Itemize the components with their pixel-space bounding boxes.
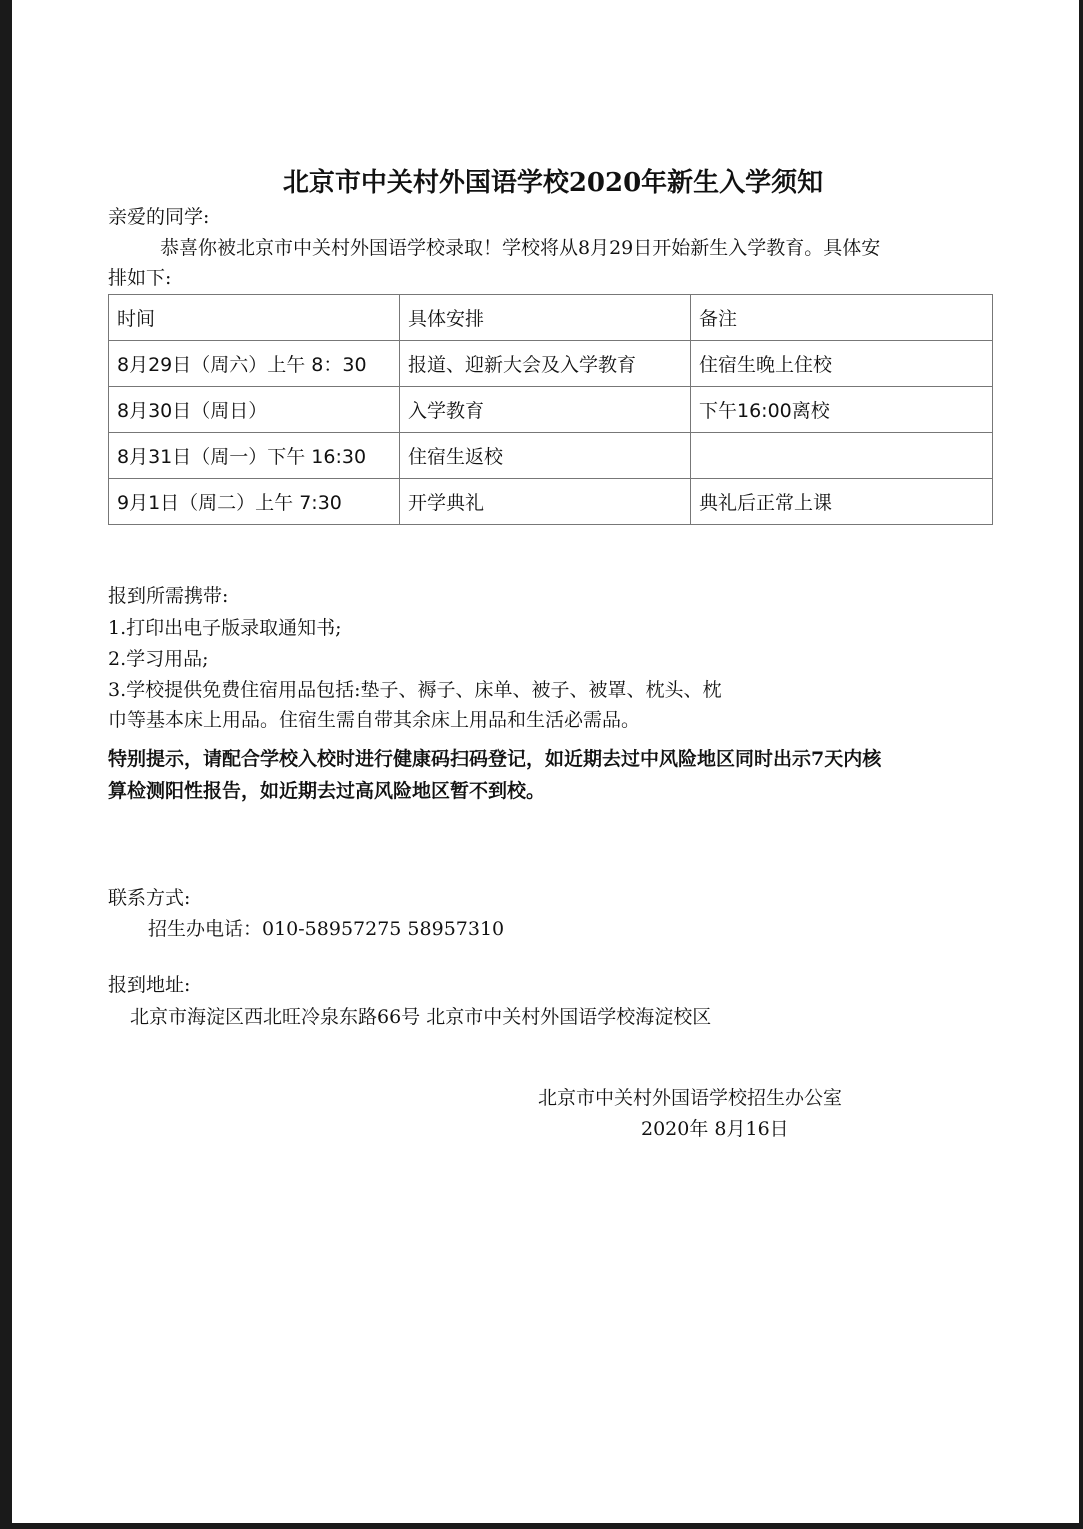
table-row bbox=[109, 387, 993, 433]
table-row bbox=[109, 479, 993, 525]
table-cell: 入学教育 bbox=[400, 387, 691, 433]
signature-date: 2020年 8月16日 bbox=[641, 1118, 789, 1140]
table-cell: 8月31日（周一）下午 16:30 bbox=[109, 433, 400, 479]
header-cell-time: 时间 bbox=[109, 295, 400, 341]
page-edge-left bbox=[0, 0, 12, 1529]
page-edge-bottom bbox=[0, 1523, 1083, 1529]
table-cell: 8月30日（周日） bbox=[109, 387, 400, 433]
table-row bbox=[109, 433, 993, 479]
table-cell: 下午16:00离校 bbox=[691, 387, 993, 433]
document-title: 北京市中关村外国语学校2020年新生入学须知 bbox=[282, 168, 824, 198]
table-cell bbox=[691, 433, 993, 479]
greeting: 亲爱的同学: bbox=[108, 206, 210, 228]
items-heading: 报到所需携带: bbox=[108, 585, 229, 607]
list-item: 巾等基本床上用品。住宿生需自带其余床上用品和生活必需品。 bbox=[108, 709, 641, 731]
table-cell: 典礼后正常上课 bbox=[691, 479, 993, 525]
signature-org: 北京市中关村外国语学校招生办公室 bbox=[538, 1087, 843, 1109]
table-header-row bbox=[109, 295, 993, 341]
notice-line-2: 算检测阳性报告，如近期去过高风险地区暂不到校。 bbox=[108, 780, 546, 802]
table-row bbox=[109, 341, 993, 387]
address: 北京市海淀区西北旺冷泉东路66号 北京市中关村外国语学校海淀校区 bbox=[130, 1006, 712, 1028]
table-cell: 住宿生晚上住校 bbox=[691, 341, 993, 387]
table-cell: 9月1日（周二）上午 7:30 bbox=[109, 479, 400, 525]
list-item: 3.学校提供免费住宿用品包括:垫子、褥子、床单、被子、被罩、枕头、枕 bbox=[108, 679, 722, 701]
page-edge-right bbox=[1079, 0, 1083, 1529]
header-cell-remarks: 备注 bbox=[691, 295, 993, 341]
list-item: 2.学习用品; bbox=[108, 648, 209, 670]
contact-phone: 招生办电话：010-58957275 58957310 bbox=[148, 918, 505, 940]
notice-line-1: 特别提示，请配合学校入校时进行健康码扫码登记，如近期去过中风险地区同时出示7天内核 bbox=[108, 748, 882, 770]
intro-line-2: 排如下: bbox=[108, 267, 172, 289]
intro-line-1: 恭喜你被北京市中关村外国语学校录取！学校将从8月29日开始新生入学教育。具体安 bbox=[160, 237, 881, 259]
table-cell: 住宿生返校 bbox=[400, 433, 691, 479]
schedule-table bbox=[108, 294, 993, 525]
table-cell: 开学典礼 bbox=[400, 479, 691, 525]
table-cell: 8月29日（周六）上午 8：30 bbox=[109, 341, 400, 387]
list-item: 1.打印出电子版录取通知书; bbox=[108, 617, 342, 639]
contact-heading: 联系方式: bbox=[108, 887, 191, 909]
header-cell-arrangement: 具体安排 bbox=[400, 295, 691, 341]
table-cell: 报道、迎新大会及入学教育 bbox=[400, 341, 691, 387]
address-heading: 报到地址: bbox=[108, 974, 191, 996]
